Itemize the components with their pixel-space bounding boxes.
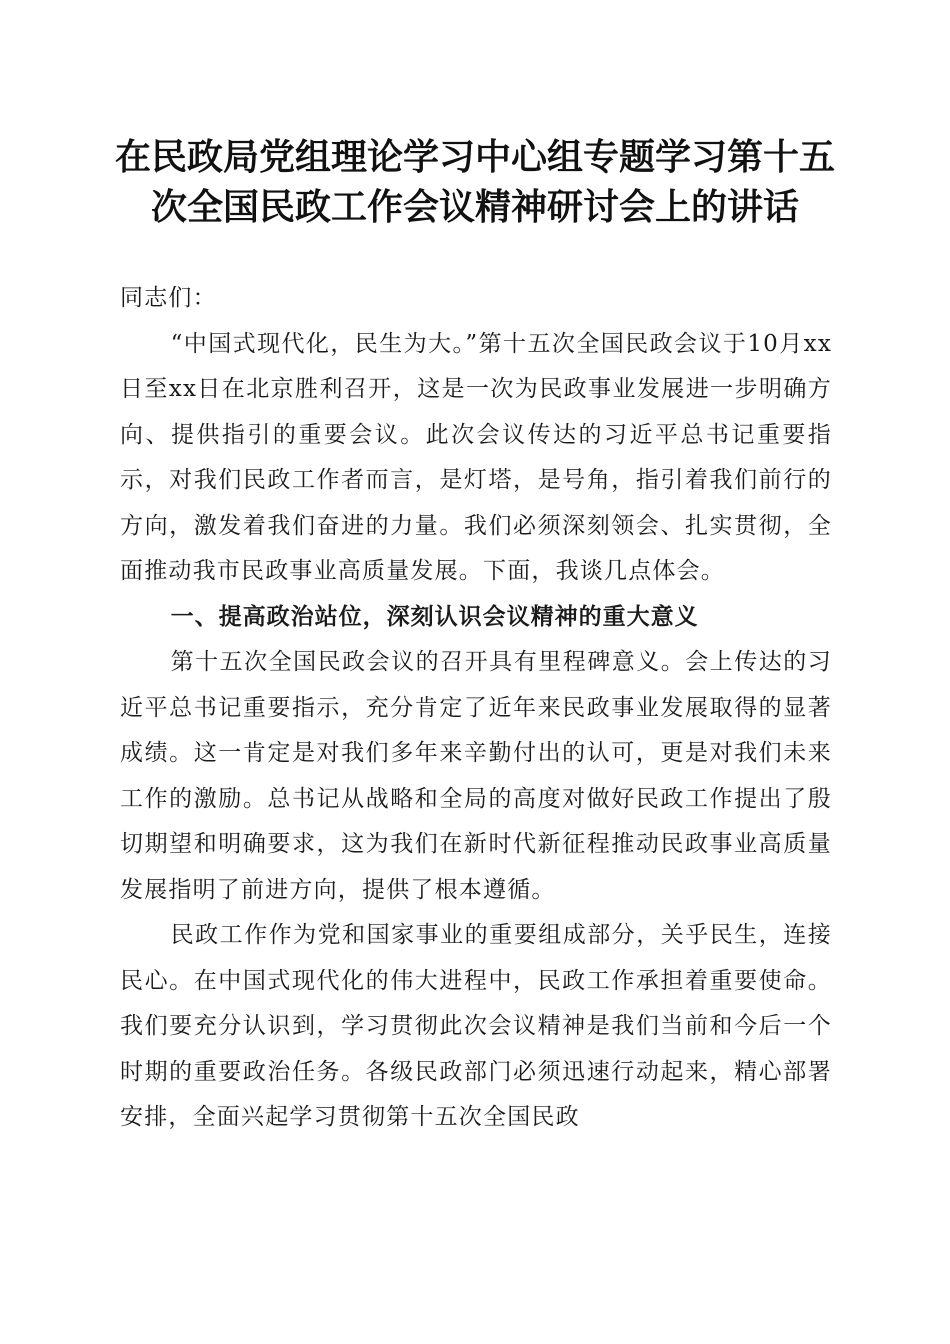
paragraph-significance: 第十五次全国民政会议的召开具有里程碑意义。会上传达的习近平总书记重要指示，充分肯定了近年来民政事业发展取得的显著成绩。这一肯定是对我们多年来辛勤付出的认可，更是对我们未来工作的激励。总书记从战略和全局的高度对做好民政工作提出了殷切期望和明确要求，这为我们在新时代新征程推动民政事业高质量发展指明了前进方向，提供了根本遵循。 [120,649,832,903]
paragraph-intro: “中国式现代化，民生为大。”第十五次全国民政会议于10月xx日至xx日在北京胜利召开，这是一次为民政事业发展进一步明确方向、提供指引的重要会议。此次会议传达的习近平总书记重要指示，对我们民政工作者而言，是灯塔，是号角，指引着我们前行的方向，激发着我们奋进的力量。我们必须深刻领会、扎实贯彻，全面推动我市民政事业高质量发展。下面，我谈几点体会。 [120,330,832,584]
section-heading-1: 一、提高政治站位，深刻认识会议精神的重大意义 [170,603,699,630]
salutation: 同志们： [120,285,217,311]
title-line-2: 次全国民政工作会议精神研讨会上的讲话 [150,186,799,228]
document-title [100,132,850,232]
title-line-1: 在民政局党组理论学习中心组专题学习第十五 [114,136,835,178]
document-body [120,276,832,1141]
paragraph-mission: 民政工作作为党和国家事业的重要组成部分，关乎民生，连接民心。在中国式现代化的伟大进程中，民政工作承担着重要使命。我们要充分认识到，学习贯彻此次会议精神是我们当前和今后一个时期的重要政治任务。各级民政部门必须迅速行动起来，精心部署安排，全面兴起学习贯彻第十五次全国民政 [120,922,832,1130]
